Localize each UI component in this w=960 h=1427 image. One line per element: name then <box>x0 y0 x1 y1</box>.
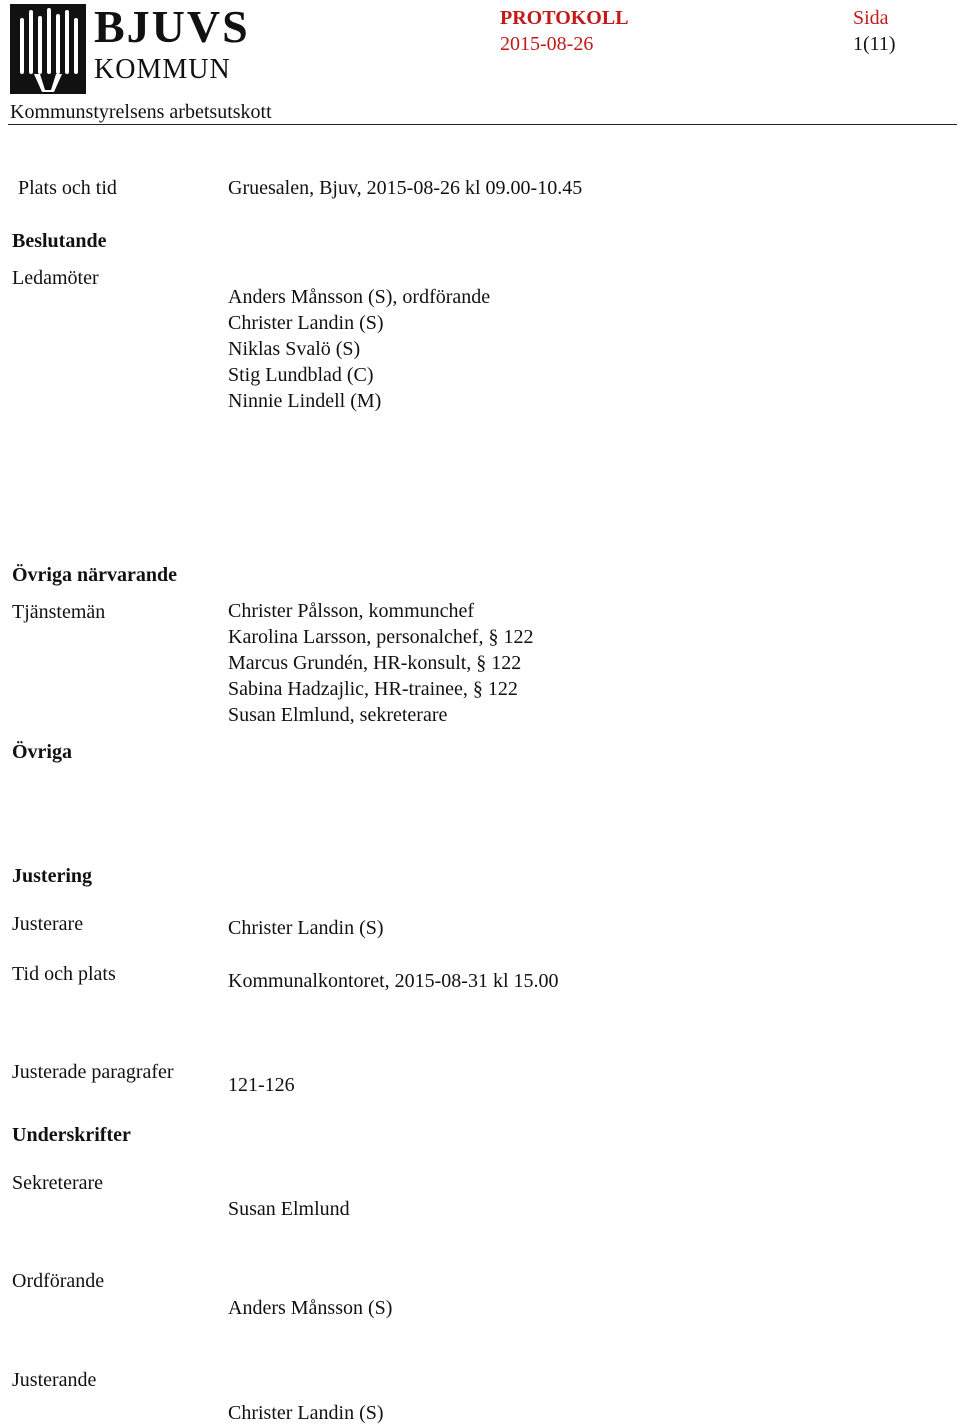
deciding-heading: Beslutande <box>12 230 107 252</box>
list-item: Ninnie Lindell (M) <box>228 390 382 412</box>
time-place-label: Tid och plats <box>12 963 116 985</box>
document-type: PROTOKOLL <box>500 7 629 29</box>
secretary-name: Susan Elmlund <box>228 1198 350 1220</box>
logo-wordmark-bjuvs: BJUVS <box>94 1 250 52</box>
place-time-value: Gruesalen, Bjuv, 2015-08-26 kl 09.00-10.45 <box>228 177 583 199</box>
list-item: Sabina Hadzajlic, HR-trainee, § 122 <box>228 678 518 700</box>
paragraphs-value: 121-126 <box>228 1074 295 1096</box>
members-label: Ledamöter <box>12 267 99 289</box>
chair-label: Ordförande <box>12 1270 105 1292</box>
list-item: Christer Landin (S) <box>228 312 384 334</box>
others-present-heading: Övriga närvarande <box>12 564 177 586</box>
other-label: Övriga <box>12 741 72 763</box>
torch-logo-icon <box>10 4 86 94</box>
page-number: 1(11) <box>853 33 896 55</box>
logo-wordmark-kommun: KOMMUN <box>94 54 231 85</box>
secretary-label: Sekreterare <box>12 1172 104 1194</box>
members-list <box>228 284 490 414</box>
signing-adjuster-label: Justerande <box>12 1369 97 1391</box>
officials-list <box>228 598 533 728</box>
adjuster-value: Christer Landin (S) <box>228 917 384 939</box>
header-divider <box>8 124 957 125</box>
list-item: Karolina Larsson, personalchef, § 122 <box>228 626 534 648</box>
time-place-value: Kommunalkontoret, 2015-08-31 kl 15.00 <box>228 970 559 992</box>
document-date: 2015-08-26 <box>500 33 594 55</box>
list-item: Stig Lundblad (C) <box>228 364 374 386</box>
adjustment-heading: Justering <box>12 865 92 887</box>
place-time-label: Plats och tid <box>18 177 117 199</box>
paragraphs-label: Justerade paragrafer <box>12 1061 174 1083</box>
committee-name: Kommunstyrelsens arbetsutskott <box>10 101 272 123</box>
list-item: Susan Elmlund, sekreterare <box>228 704 448 726</box>
list-item: Niklas Svalö (S) <box>228 338 361 360</box>
list-item: Marcus Grundén, HR-konsult, § 122 <box>228 652 522 674</box>
list-item: Christer Pålsson, kommunchef <box>228 600 475 622</box>
page-label: Sida <box>853 7 889 29</box>
chair-name: Anders Månsson (S) <box>228 1297 393 1319</box>
signatures-heading: Underskrifter <box>12 1124 131 1146</box>
signing-adjuster-name: Christer Landin (S) <box>228 1402 384 1424</box>
officials-label: Tjänstemän <box>12 601 106 623</box>
list-item: Anders Månsson (S), ordförande <box>228 286 491 308</box>
adjuster-label: Justerare <box>12 913 84 935</box>
